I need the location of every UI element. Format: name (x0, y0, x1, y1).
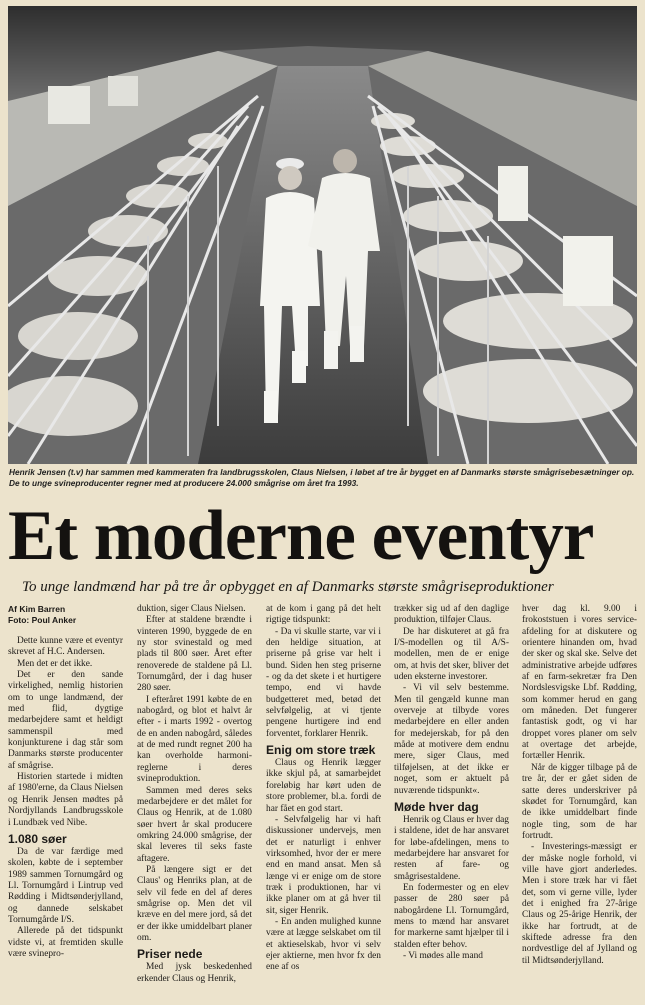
photo-caption: Henrik Jensen (t.v) har sammen med kammeraten fra landbrugsskolen, Claus Nielsen, i løbet af tre år bygget en af Danmarks største smågrisebesætninger op. De to unge svineproducenter regner med at producere 24.000 smågrise om året fra 1993. (9, 467, 635, 488)
paragraph: Dette kunne være et eventyr skrevet af H.C. Andersen. (8, 636, 123, 658)
paragraph: De har diskuteret at gå fra I/S-modellen og til A/S-modellen, men de er enige om, at hvis det sker, bliver det uden eksterne investorer. (394, 626, 509, 683)
pig-barn-photo (8, 6, 637, 464)
section-heading: Møde hver dag (394, 799, 479, 814)
photo-credit: Foto: Poul Anker (8, 615, 77, 625)
paragraph: Henrik og Claus er hver dag i staldene, idet de har ansvaret for løbe-afdelingen, mens to medarbejdere har ansvaret for resten af fare- og smågrisestaldene. (394, 814, 509, 882)
paragraph: Da de var færdige med skolen, købte de i september 1989 sammen Tornumgård og Ll. Tornumgård i Lintrup ved Rødding i Midtsønderjylland, og dannede selskabet Tornumgårde I/S. (8, 846, 123, 925)
paragraph: Det er den sande virkelighed, nemlig historien om to unge landmænd, der med flid, dygtige medarbejdere samt et heldigt sammenspil med konjunkturene i dag står som Danmarks største producenter af smågrise. (8, 670, 123, 771)
column-2 (137, 604, 252, 1002)
paragraph: Sammen med deres seks medarbejdere er det målet for Claus og Henrik, at de 1.080 søer hvert år skal producere omkring 24.000 smågrise, der skal leveres til seks faste aftagere. (137, 785, 252, 864)
paragraph: trækker sig ud af den daglige produktion, tilføjer Claus. (394, 604, 509, 626)
article-body (8, 604, 637, 1002)
section-heading: Enig om store træk (266, 743, 376, 758)
paragraph: - Da vi skulle starte, var vi i den heldige situation, at priserne på grise var helt i bund. Siden hen steg priserne - og da det skete i et hurtigere tempo, end vi havde budgetteret med, betød det selvfølgelig, at vi tjente pengene hurtigere ind end forventet, forklarer Henrik. (266, 626, 381, 739)
paragraph: - Selvfølgelig har vi haft diskussioner undervejs, men det er naturligt i enhver virksomhed, hvor der er mere end en mand ansat. Men så længe vi er enige om de store træk i produktionen, har vi ikke planer om at gå hver til sit, siger Henrik. (266, 814, 381, 916)
paragraph: Claus og Henrik lægger ikke skjul på, at samarbejdet foreløbig har kørt uden de store problemer, bl.a. fordi de har fået en god start. (266, 758, 381, 814)
paragraph: På længere sigt er det Claus' og Henriks plan, at de selv vil fede en del af deres smågrise op. Men det vil kræve en del mere jord, så det er der ikke umiddelbart planer om. (137, 864, 252, 943)
paragraph: Historien startede i midten af 1980'erne, da Claus Nielsen og Henrik Jensen mødtes på Nordjyllands Landbrugsskole i Lundbæk ved Nibe. (8, 772, 123, 828)
column-5 (522, 604, 637, 1002)
section-heading: Priser nede (137, 947, 203, 962)
paragraph: hver dag kl. 9.00 i frokoststuen i vores service-afdeling for at diskutere og orientere hinanden om, hvad der sker og skal ske. Selve det administrative arbejde udføres af en farm-sekretær fra Den Nordslesvigske Lbf. Rødding, som kommer herud en gang om måneden. Det fungerer fantastisk godt, og vi har droppet vores planer om selv at overtage det arbejde, fortæller Henrik. (522, 604, 637, 762)
paragraph: Efter at staldene brændte i vinteren 1990, byggede de en ny stor svinestald og med plads til 800 søer. Året efter renoverede de staldene på Ll. Tornumgård, der i dag huser 280 søer. (137, 615, 252, 694)
section-heading: 1.080 søer (8, 831, 67, 846)
subheadline: To unge landmænd har på tre år opbygget en af Danmarks største smågriseproduktioner (22, 579, 554, 595)
byline: Af Kim Barren (8, 604, 66, 614)
paragraph: at de kom i gang på det helt rigtige tidspunkt: (266, 604, 381, 626)
paragraph: Med jysk beskedenhed erkender Claus og Henrik, (137, 962, 252, 984)
paragraph: Men det er det ikke. (17, 658, 93, 669)
column-1 (8, 604, 123, 1002)
paragraph: - Investerings-mæssigt er der måske nogle forhold, vi ville have gjort anderledes. Men i store træk har vi fået det, som vi gerne ville, lyder det i enighed fra 27-årige Claus og 25-årige Henrik, der ikke har fortrudt, at de skiftede adresse fra den nordvestlige del af Jylland og til Midtsønderjylland. (522, 842, 637, 966)
column-3 (266, 604, 381, 1002)
article-photo (8, 6, 637, 464)
paragraph: - Vi vil selv bestemme. Men til gengæld kunne man overveje at tilbyde vores medarbejdere en eller anden for medejerskab, for på den måde at motivere dem endnu mere, siger Claus, med tilføjelsen, at det ikke er noget, som er aktuelt på nuværende tidspunkt«. (394, 683, 509, 796)
paragraph: - En anden mulighed kunne være at lægge selskabet om til et aktieselskab, hvor vi selv ejer aktierne, men hvor fx den ene af os (266, 916, 381, 973)
paragraph: En fodermester og en elev passer de 280 søer på nabogårdene Ll. Tornumgård, mens to mænd har ansvaret for markerne samt hjælper til i stalden efter behov. (394, 882, 509, 950)
paragraph: - Vi mødes alle mand (403, 950, 483, 961)
paragraph: Allerede på det tidspunkt vidste vi, at fremtiden skulle være svinepro- (8, 926, 123, 959)
paragraph: I efteråret 1991 købte de en nabogård, og blot et halvt år efter - i marts 1992 - overtog de en anden nabogård, således at de med rundt regnet 200 ha kan overholde harmoni-reglerne i deres svineproduktion. (137, 694, 252, 785)
paragraph: duktion, siger Claus Nielsen. (137, 604, 246, 614)
paragraph: Når de kigger tilbage på de tre år, der er gået siden de satte deres underskriver på skødet for Tornumgård, kan de ikke umiddelbart finde nogle ting, som de har fortrudt. (522, 762, 637, 841)
headline: Et moderne eventyr (8, 497, 594, 575)
column-4 (394, 604, 509, 1002)
